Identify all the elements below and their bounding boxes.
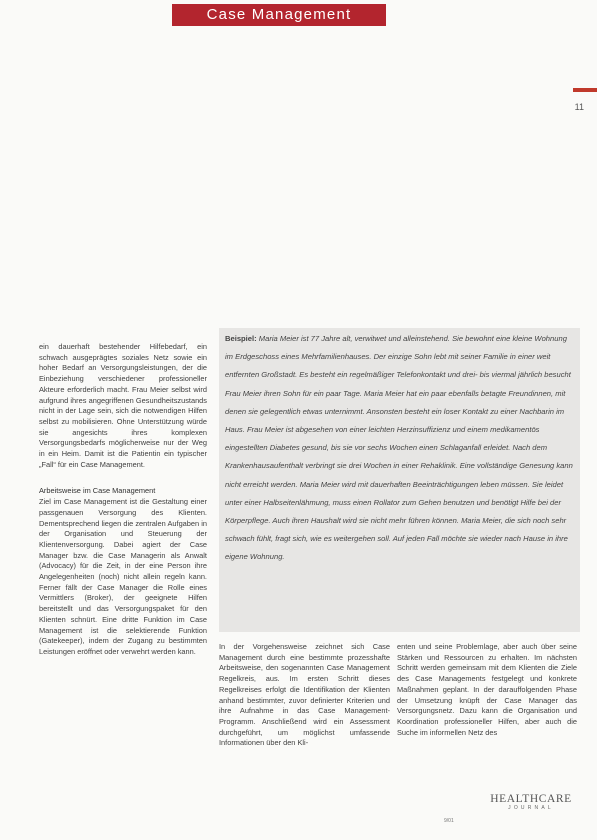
section-heading: Arbeitsweise im Case Management <box>39 486 156 496</box>
page-edge-marker <box>573 88 597 92</box>
left-paragraph-2: Ziel im Case Management ist die Gestaltung einer passgenauen Versorgung des Klienten. Dementsprechend liegen die zentralen Aufgaben in der Organisation und Steuerung der Klientenversorgung. Dabei agiert der Case Manager bzw. die Case Managerin als Anwalt (Advocacy) für die Zeit, in der eine Person ihre Angelegenheiten (noch) nicht allein regeln kann. Ferner fällt der Case Manager die Rolle eines Vermittlers (Broker), der geeignete Hilfen bereitstellt und das Versorgungspaket für den Klienten schnürt. Eine dritte Funktion im Case Management ist die selektierende Funktion (Gatekeeper), indem der Zugang zu bestimmten Leistungen eröffnet oder verwehrt werden kann. <box>39 497 207 656</box>
logo-main-text: HEALTHCARE <box>490 793 572 805</box>
example-body: Maria Meier ist 77 Jahre alt, verwitwet und alleinstehend. Sie bewohnt eine kleine Wohnung im Erdgeschoss eines Mehrfamilienhauses. Der einzige Sohn lebt mit seiner Familie in einer weit entfernten Großstadt. Es besteht ein regelmäßiger Telefonkontakt und drei- bis viermal jährlich besucht Frau Meier ihren Sohn für ein paar Tage. Maria Meier hat ein paar ebenfalls betagte Freundinnen, mit denen sie gelegentlich etwas unternimmt. Ansonsten besteht ein loser Kontakt zu einer Nachbarin im Haus. Frau Meier ist abgesehen von einer leichten Herzinsuffizienz und einem medikamentös eingestellten Diabetes gesund, bis sie vor sechs Wochen einen Schlaganfall erleidet. Nach dem Krankenhausaufenthalt verbringt sie drei Wochen in einer Rehaklinik. Eine vollständige Genesung kann nicht erreicht werden. Maria Meier wird mit dauerhaften Beeinträchtigungen leben müssen. Sie leidet unter einer Halbseitenlähmung, muss einen Rollator zum Gehen benutzen und benötigt Hilfe bei der Körperpflege. Auch ihren Haushalt wird sie nicht mehr führen können. Maria Meier, die sich noch sehr schwach fühlt, fragt sich, wie es weitergehen soll. Auf jeden Fall möchte sie wieder nach Hause in ihre eigene Wohnung. <box>225 334 573 562</box>
example-text <box>225 330 573 567</box>
middle-column <box>219 642 390 749</box>
issue-number: 9/01 <box>444 818 454 824</box>
left-paragraph-1: ein dauerhaft bestehender Hilfebedarf, ein schwach ausgeprägtes soziales Netz sowie ein hoher Bedarf an Versorgungsleistungen, der die Einbeziehung verschiedener professioneller Akteure erforderlich macht. Frau Meier selbst wird aufgrund ihres angegriffenen Gesundheitszustands nicht in der Lage sein, sich die notwendigen Hilfen selbst zu mobilisieren. Ohne Unterstützung würde sie angesichts ihres komplexen Versorgungsbedarfs möglicherweise nur der Weg in ein Heim. Damit ist die Patientin ein typischer „Fall“ für ein Case Management. <box>39 342 207 469</box>
section-title: Case Management <box>206 6 352 23</box>
middle-paragraph: In der Vorgehensweise zeichnet sich Case Management durch eine bestimmte prozesshafte Arbeitsweise, den sogenannten Case Management Regelkreis, aus. Im ersten Schritt dieses Regelkreises erfolgt die Identifikation der Klienten anhand bestimmter, zuvor definierter Kriterien und ihre Aufnahme in das Case Management-Programm. Anschließend wird ein Assessment durchgeführt, um möglichst umfassende Informationen über den Kli- <box>219 642 390 748</box>
example-box <box>219 328 580 632</box>
logo-sub-text: JOURNAL <box>508 805 554 811</box>
right-column <box>397 642 577 738</box>
journal-logo <box>486 793 576 811</box>
example-label: Beispiel: <box>225 334 257 343</box>
header-bar <box>172 4 386 26</box>
left-column <box>39 342 207 658</box>
right-paragraph: enten und seine Problemlage, aber auch über seine Stärken und Ressourcen zu erhalten. Im nächsten Schritt werden gemeinsam mit dem Klienten die Ziele des Case Managements festgelegt und konkrete Maßnahmen geplant. In der darauffolgenden Phase der Umsetzung knüpft der Case Manager das Versorgungsnetz. Dazu kann die Organisation und Koordination professioneller Hilfen, aber auch die Suche im informellen Netz des <box>397 642 577 737</box>
page-number: 11 <box>574 102 584 112</box>
